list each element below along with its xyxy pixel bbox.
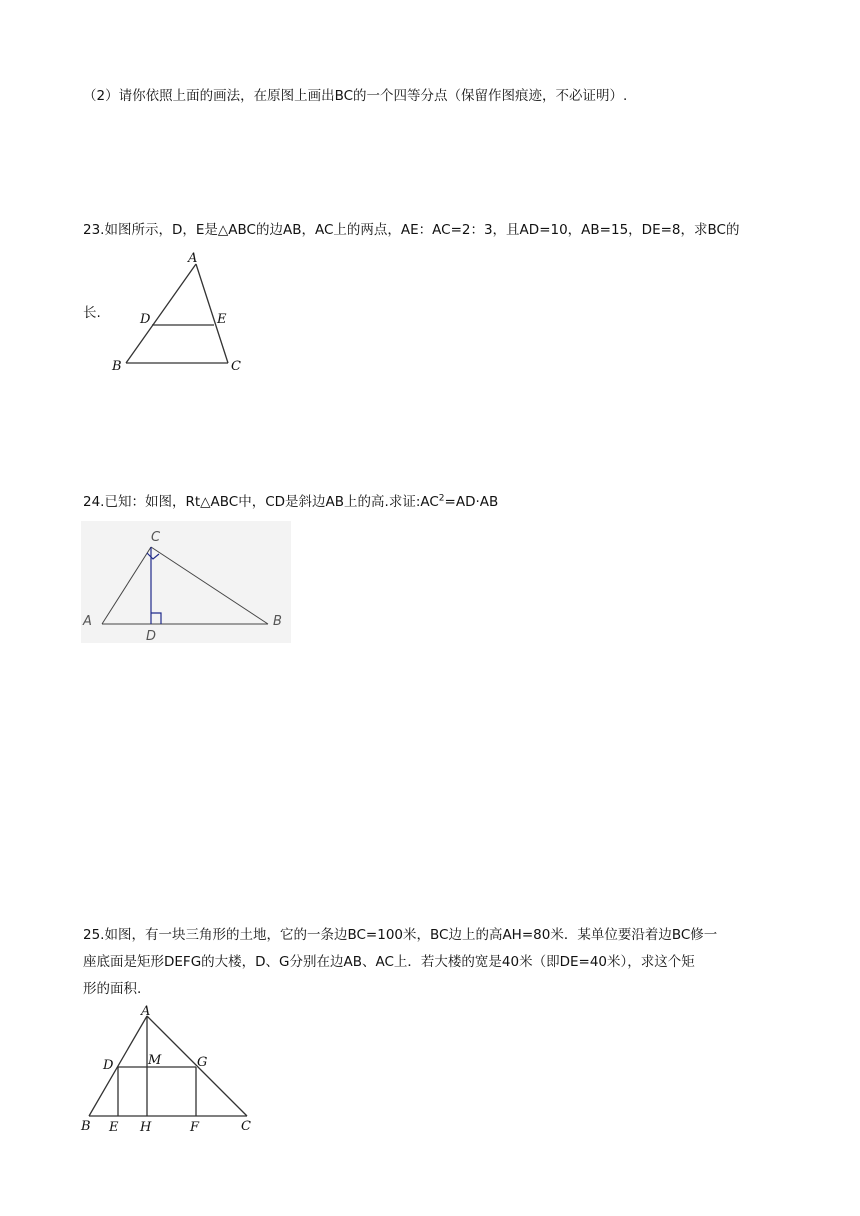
- label-h: H: [140, 1120, 152, 1135]
- q25-text-line2: 座底面是矩形DEFG的大楼，D、G分别在边AB、AC上．若大楼的宽是40米（即DE=40米），求这个矩: [83, 954, 695, 970]
- q24-text-suffix: =AD·AB: [444, 494, 499, 510]
- q24-right-triangle-figure: [81, 521, 291, 643]
- q25-text-line3: 形的面积.: [83, 981, 142, 997]
- q25-text-line1: 25.如图，有一块三角形的土地，它的一条边BC=100米，BC边上的高AH=80米．某单位要沿着边BC修一: [83, 927, 718, 943]
- label-a: A: [83, 614, 92, 629]
- label-e: E: [217, 312, 227, 327]
- label-f: F: [190, 1120, 200, 1135]
- q24-text-prefix: 24.已知：如图，Rt△ABC中，CD是斜边AB上的高.求证:AC: [83, 494, 439, 510]
- label-b: B: [273, 614, 282, 629]
- side-ab: [126, 264, 196, 363]
- q22-part2-text: （2）请你依照上面的画法，在原图上画出BC的一个四等分点（保留作图痕迹，不必证明）.: [83, 88, 628, 104]
- q25-triangle-rectangle-figure: [80, 1003, 260, 1138]
- label-b: B: [81, 1119, 91, 1134]
- label-d: D: [146, 629, 157, 644]
- label-c: C: [151, 530, 161, 545]
- label-d: D: [103, 1058, 114, 1073]
- q24-text: [83, 492, 498, 512]
- figure-background: [81, 521, 291, 643]
- q23-triangle-figure: [105, 250, 265, 375]
- q24-text-sup: 2: [438, 493, 445, 504]
- label-a: A: [188, 251, 198, 266]
- label-g: G: [197, 1055, 208, 1070]
- label-a: A: [141, 1004, 151, 1019]
- label-c: C: [231, 359, 241, 374]
- label-d: D: [140, 312, 151, 327]
- label-c: C: [241, 1119, 251, 1134]
- q23-text-line2: 长.: [83, 305, 101, 321]
- q23-text-line1: 23.如图所示，D，E是△ABC的边AB，AC上的两点，AE：AC=2：3，且AD=10，AB=15，DE=8，求BC的: [83, 222, 740, 238]
- label-e: E: [109, 1120, 119, 1135]
- label-b: B: [112, 359, 122, 374]
- label-m: M: [148, 1053, 162, 1068]
